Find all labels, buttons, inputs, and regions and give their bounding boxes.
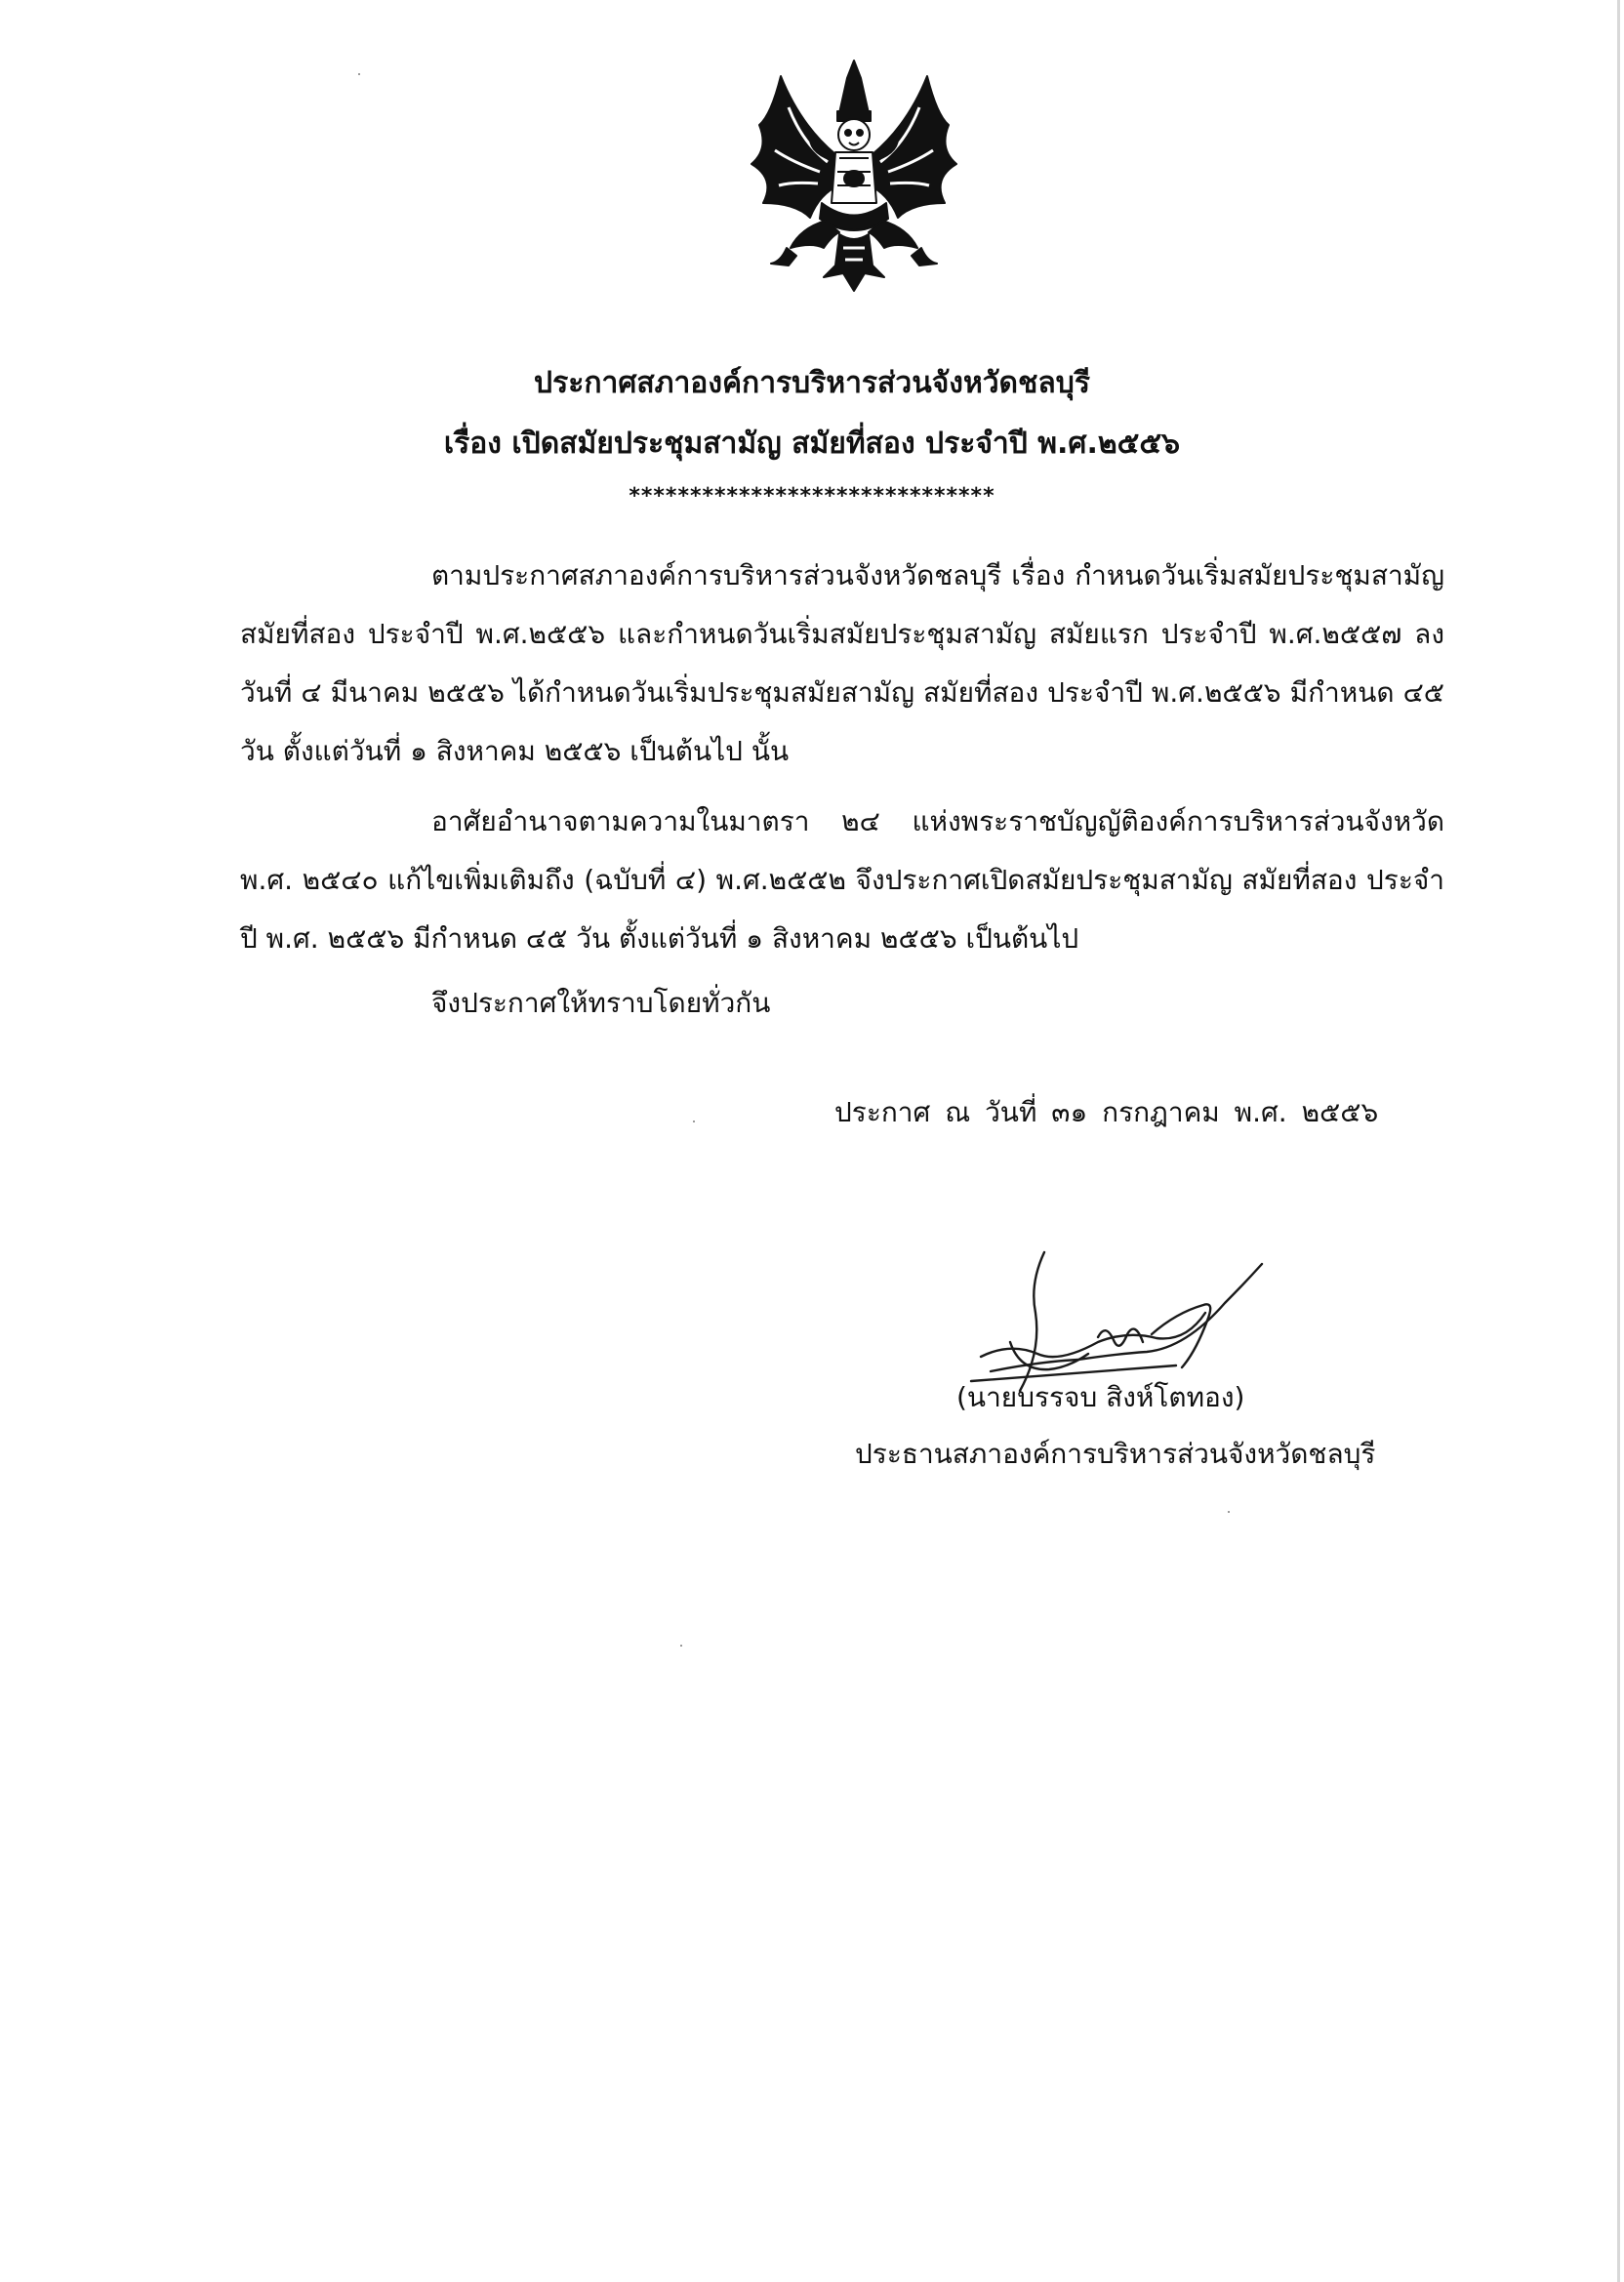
signatory-name: (นายบรรจบ สิงห์โตทอง) [956, 1381, 1245, 1413]
paragraph-reference: ตามประกาศสภาองค์การบริหารส่วนจังหวัดชลบุรี เรื่อง กำหนดวันเริ่มสมัยประชุมสามัญ สมัยที่สอง ประจำปี พ.ศ.๒๕๕๖ และกำหนดวันเริ่มสมัยประชุมสามัญ สมัยแรก ประจำปี พ.ศ.๒๕๕๗ ลงวันที่ ๔ มีนาคม ๒๕๕๖ ได้กำหนดวันเริ่มประชุมสมัยสามัญ สมัยที่สอง ประจำปี พ.ศ.๒๕๕๖ มีกำหนด ๔๕ วัน ตั้งแต่วันที่ ๑ สิงหาคม ๒๕๕๖ เป็นต้นไป นั้น [240, 559, 1444, 767]
paragraph-authority: อาศัยอำนาจตามความในมาตรา ๒๔ แห่งพระราชบัญญัติองค์การบริหารส่วนจังหวัด พ.ศ. ๒๕๔๐ แก้ไขเพิ่มเติมถึง (ฉบับที่ ๔) พ.ศ.๒๕๕๒ จึงประกาศเปิดสมัยประชุมสามัญ สมัยที่สอง ประจำปี พ.ศ. ๒๕๕๖ มีกำหนด ๔๕ วัน ตั้งแต่วันที่ ๑ สิงหาคม ๒๕๕๖ เป็นต้นไป [240, 805, 1444, 955]
title-block [0, 353, 1624, 474]
announcement-subject: เรื่อง เปิดสมัยประชุมสามัญ สมัยที่สอง ประจำปี พ.ศ.๒๕๕๖ [443, 427, 1181, 461]
title-separator: ****************************** [629, 484, 995, 509]
announcement-title: ประกาศสภาองค์การบริหารส่วนจังหวัดชลบุรี [534, 366, 1090, 400]
scan-edge [1617, 0, 1620, 2282]
scan-speck [1228, 1511, 1230, 1513]
scan-speck [693, 1121, 695, 1122]
scan-speck [358, 73, 360, 75]
garuda-emblem-icon [742, 57, 966, 296]
announcement-date: ประกาศ ณ วันที่ ๓๑ กรกฎาคม พ.ศ. ๒๕๕๖ [834, 1096, 1379, 1128]
signatory-position: ประธานสภาองค์การบริหารส่วนจังหวัดชลบุรี [855, 1438, 1376, 1470]
scan-speck [680, 1645, 682, 1647]
paragraph-closing: จึงประกาศให้ทราบโดยทั่วกัน [431, 987, 771, 1019]
